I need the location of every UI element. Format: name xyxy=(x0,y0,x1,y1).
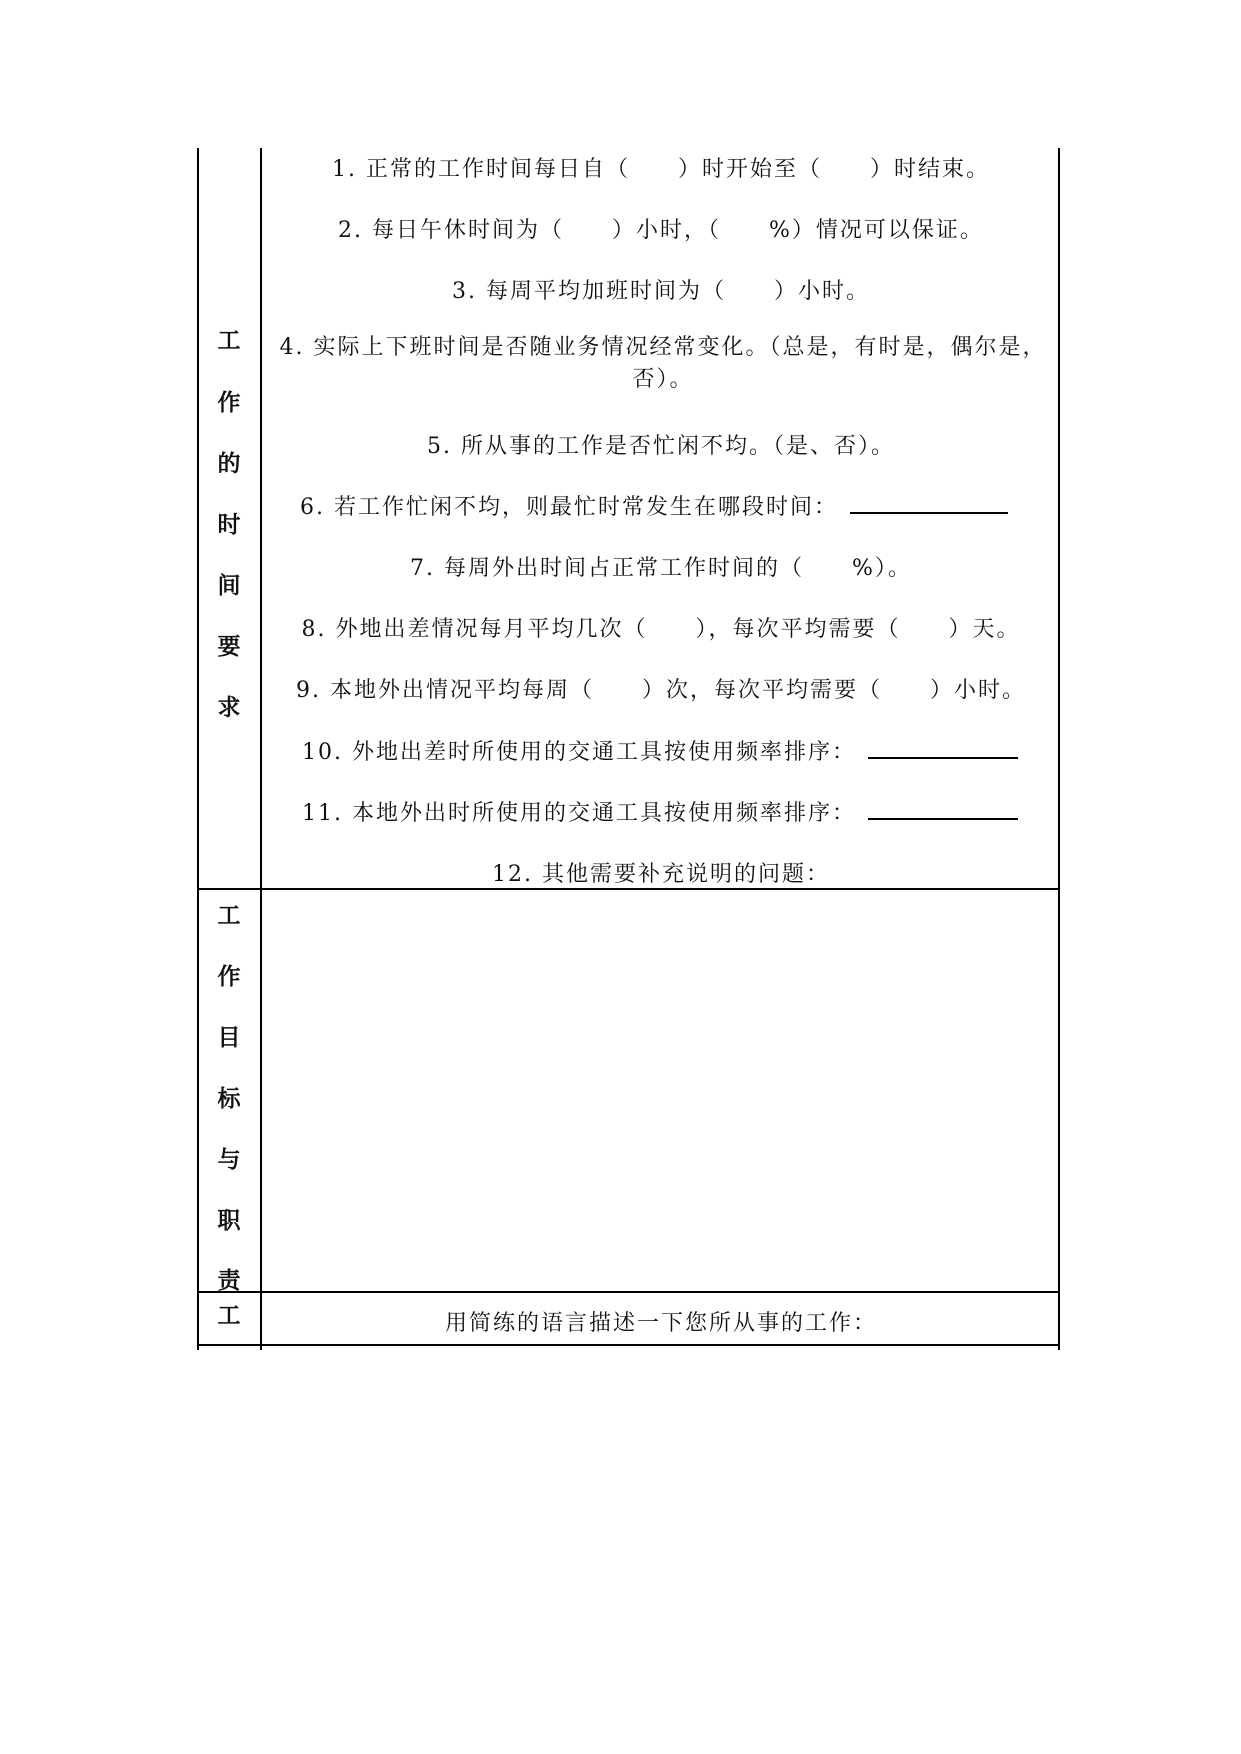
question-8[interactable]: 8. 外地出差情况每月平均几次（ ），每次平均需要（ ）天。 xyxy=(301,617,1021,642)
label-char: 工 xyxy=(217,328,241,354)
label-char: 的 xyxy=(217,451,241,477)
question-6-answer-blank[interactable] xyxy=(850,490,1008,514)
label-char: 作 xyxy=(217,964,241,990)
label-char: 要 xyxy=(217,634,241,660)
question-3[interactable]: 3. 每周平均加班时间为（ ）小时。 xyxy=(452,279,870,304)
label-char: 与 xyxy=(217,1147,241,1173)
label-char: 职 xyxy=(217,1208,241,1234)
label-char: 责 xyxy=(217,1268,241,1294)
table-bottom-border xyxy=(197,1344,1060,1346)
label-char: 求 xyxy=(217,695,241,721)
question-6-row xyxy=(300,490,1008,521)
question-6: 6. 若工作忙闲不均，则最忙时常发生在哪段时间： xyxy=(300,495,838,520)
table-right-border xyxy=(1058,148,1060,1350)
question-2[interactable]: 2. 每日午休时间为（ ）小时，（ %）情况可以保证。 xyxy=(338,218,984,243)
label-char: 工 xyxy=(217,903,241,929)
question-5[interactable]: 5. 所从事的工作是否忙闲不均。（是、否）。 xyxy=(427,434,895,459)
work-description-prompt[interactable]: 用简练的语言描述一下您所从事的工作： xyxy=(444,1311,877,1336)
question-4[interactable]: 4. 实际上下班时间是否随业务情况经常变化。（总是，有时是，偶尔是，否）。 xyxy=(279,335,1047,392)
label-char: 标 xyxy=(217,1086,241,1112)
goals-duties-answer-area[interactable] xyxy=(262,890,1058,1290)
label-char: 目 xyxy=(217,1025,241,1051)
question-10-answer-blank[interactable] xyxy=(868,735,1018,759)
question-12[interactable]: 12. 其他需要补充说明的问题： xyxy=(492,862,830,887)
label-char: 工 xyxy=(217,1303,241,1329)
question-1[interactable]: 1. 正常的工作时间每日自（ ）时开始至（ ）时结束。 xyxy=(332,157,990,182)
label-char: 间 xyxy=(217,573,241,599)
question-9[interactable]: 9. 本地外出情况平均每周（ ）次，每次平均需要（ ）小时。 xyxy=(296,678,1026,703)
question-11-answer-blank[interactable] xyxy=(868,796,1018,820)
row-divider-2 xyxy=(197,1291,1060,1293)
question-11-row xyxy=(302,796,1018,827)
question-11: 11. 本地外出时所使用的交通工具按使用频率排序： xyxy=(302,801,856,826)
label-char: 作 xyxy=(217,390,241,416)
question-7[interactable]: 7. 每周外出时间占正常工作时间的（ %）。 xyxy=(410,556,912,581)
question-10: 10. 外地出差时所使用的交通工具按使用频率排序： xyxy=(302,740,856,765)
label-char: 时 xyxy=(217,512,241,538)
question-10-row xyxy=(302,735,1018,766)
